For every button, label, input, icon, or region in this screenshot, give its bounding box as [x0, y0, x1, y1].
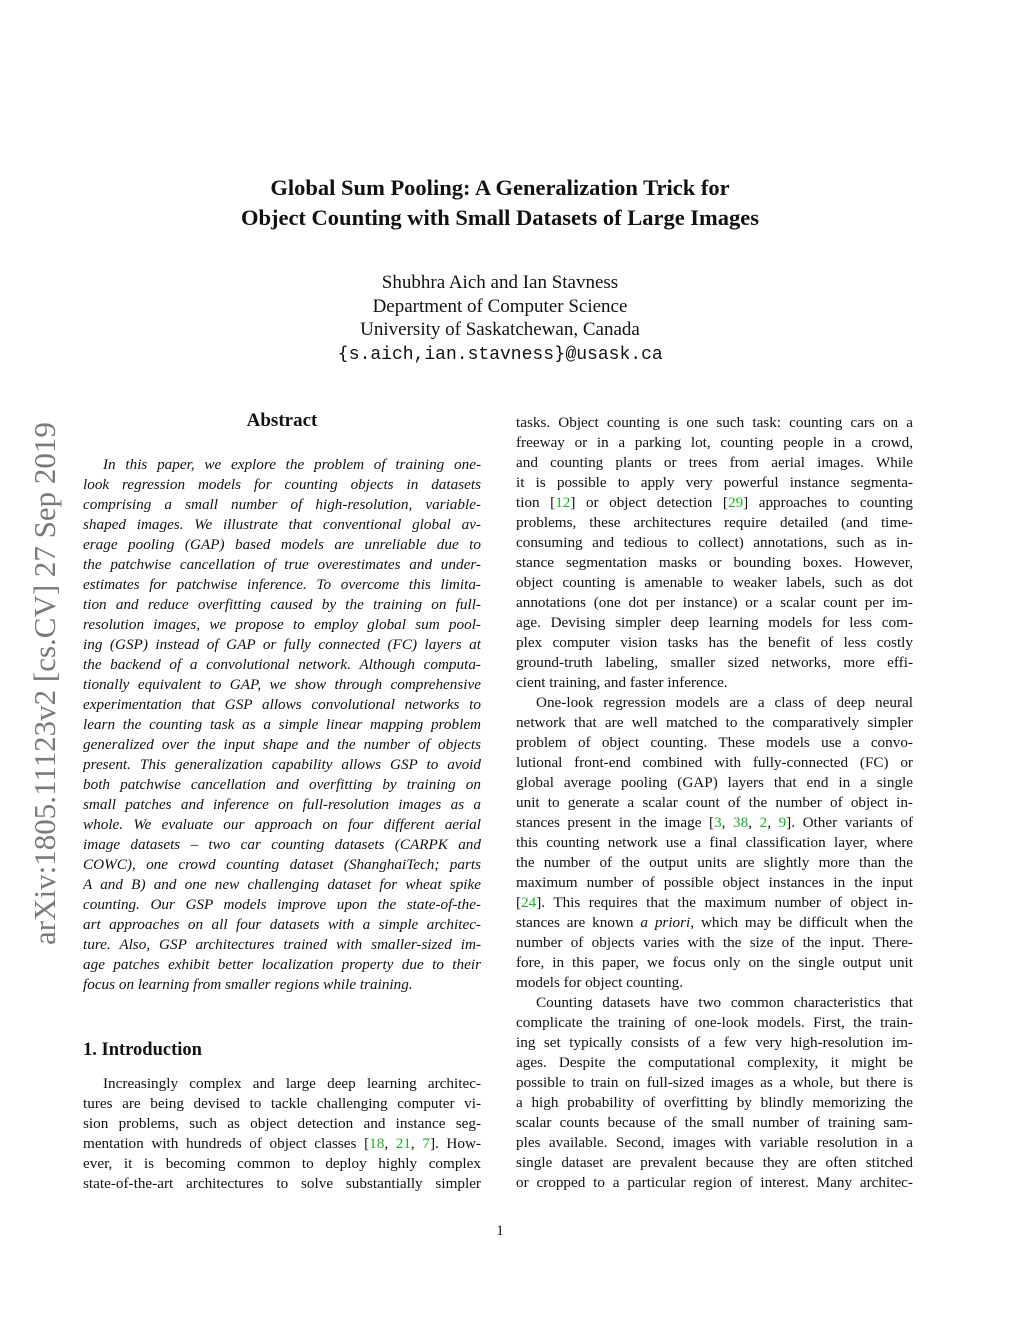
citation-link[interactable]: 29: [727, 494, 744, 511]
body-line: possible to train on full-sized images as a whole, but there is: [516, 1074, 913, 1091]
email-brace-open: {: [337, 342, 349, 364]
abstract-line: both patchwise cancellation and overfitting by training on: [83, 776, 481, 793]
email-brace-close: }: [554, 342, 566, 364]
abstract-line: In this paper, we explore the problem of training one-: [103, 456, 481, 473]
citation-link[interactable]: 9: [778, 814, 787, 831]
intro-text: ,: [384, 1135, 396, 1152]
abstract-line: learn the counting task as a simple linear mapping problem: [83, 716, 481, 733]
body-line: consuming and tedious to collect) annotations, such as in-: [516, 534, 913, 551]
intro-line: tures are being devised to tackle challenging computer vi-: [83, 1095, 481, 1112]
body-text: tion [: [516, 494, 556, 511]
body-line: stance segmentation masks or bounding boxes. However,: [516, 554, 913, 571]
author-university: University of Saskatchewan, Canada: [360, 319, 640, 340]
body-text: [: [516, 894, 522, 911]
intro-line: state-of-the-art architectures to solve substantially simpler: [83, 1175, 481, 1192]
body-line: unit to generate a scalar count of the number of object in-: [516, 794, 913, 811]
author-email[interactable]: [200, 342, 800, 368]
abstract-line: estimates for patchwise inference. To overcome this limita-: [83, 576, 481, 593]
abstract-line: resolution images, we propose to employ global sum pool-: [83, 616, 481, 633]
citation-link[interactable]: 3: [714, 814, 722, 831]
body-line: network that are well matched to the comparatively simpler: [516, 714, 913, 731]
intro-text: ]. How-: [429, 1135, 481, 1152]
intro-text: ,: [410, 1135, 423, 1152]
body-line: problem of object counting. These models use a convo-: [516, 734, 913, 751]
page-number: 1: [496, 1223, 504, 1239]
paper-title: [100, 173, 900, 233]
body-text: ] or object detection [: [570, 494, 728, 511]
body-line: lutional front-end combined with fully-connected (FC) or: [516, 754, 913, 771]
abstract-line: tionally equivalent to GAP, we show through comprehensive: [83, 676, 481, 693]
abstract-body: [83, 455, 481, 995]
body-text: ]. Other variants of: [786, 814, 913, 831]
abstract-line: comprising a small number of high-resolution, variable-: [83, 496, 481, 513]
body-line: the number of the output units are slightly more than the: [516, 854, 913, 871]
body-line: or cropped to a particular region of interest. Many architec-: [516, 1174, 913, 1191]
abstract-line: generalized over the input shape and the number of objects: [83, 736, 481, 753]
abstract-line: the backend of a convolutional network. Although computa-: [83, 656, 481, 673]
abstract-line: present. This generalization capability allows GSP to avoid: [83, 756, 481, 773]
body-line: and counting plants or trees from aerial images. While: [516, 454, 913, 471]
body-line: tasks. Object counting is one such task: counting cars on a: [516, 414, 913, 431]
intro-line: Increasingly complex and large deep learning architec-: [103, 1075, 481, 1092]
body-line: ground-truth labeling, smaller sized networks, more effi-: [516, 654, 913, 671]
body-line: ages. Despite the computational complexity, it might be: [516, 1054, 913, 1071]
body-text: stances are known: [516, 914, 641, 931]
body-line: object counting is amenable to weaker labels, such as dot: [516, 574, 913, 591]
body-line: global average pooling (GAP) layers that end in a single: [516, 774, 913, 791]
author-names: Shubhra Aich and Ian Stavness: [381, 272, 619, 293]
intro-line: ever, it is becoming common to deploy highly complex: [83, 1155, 481, 1172]
body-text: ,: [767, 814, 779, 831]
abstract-line: look regression models for counting objects in datasets: [83, 476, 481, 493]
body-line: a high probability of overfitting by blindly memorizing the: [516, 1094, 913, 1111]
citation-link[interactable]: 21: [395, 1135, 411, 1152]
email-domain: @usask.ca: [565, 344, 663, 365]
body-line: maximum number of possible object instances in the input: [516, 874, 913, 891]
title-line-1: Global Sum Pooling: A Generalization Trick for: [270, 175, 730, 200]
intro-text: mentation with hundreds of object classes [: [83, 1135, 370, 1152]
abstract-line: art approaches on all four datasets with a simple architec-: [83, 916, 481, 933]
abstract-heading: Abstract: [246, 410, 318, 431]
abstract-line: small patches and inference on full-resolution images as a: [83, 796, 481, 813]
body-line: ples available. Second, images with variable resolution in a: [516, 1134, 913, 1151]
body-line: plex computer vision tasks has the benefit of less costly: [516, 634, 913, 651]
body-text-italic: a priori: [640, 914, 691, 931]
citation-link[interactable]: 24: [521, 894, 537, 911]
body-text: ] approaches to counting: [743, 494, 913, 511]
citation-link[interactable]: 2: [759, 814, 768, 831]
author-block: [200, 271, 800, 367]
body-line: [516, 493, 913, 513]
body-text: ,: [721, 814, 734, 831]
body-line: ing set typically consists of a few very high-resolution im-: [516, 1034, 913, 1051]
intro-line: [83, 1134, 481, 1154]
body-line: Counting datasets have two common characteristics that: [536, 994, 913, 1011]
body-line: annotations (one dot per instance) or a scalar count per im-: [516, 594, 913, 611]
abstract-line: the patchwise cancellation of true overestimates and under-: [83, 556, 481, 573]
introduction-body: [83, 1074, 481, 1194]
body-line: scalar counts because of the small number of training sam-: [516, 1114, 913, 1131]
body-line: cient training, and faster inference.: [516, 674, 728, 691]
body-line: number of objects varies with the size of the input. There-: [516, 934, 913, 951]
body-line: age. Devising simpler deep learning models for less com-: [516, 614, 913, 631]
body-line: complicate the training of one-look models. First, the train-: [516, 1014, 913, 1031]
abstract-line: shaped images. We illustrate that conventional global av-: [83, 516, 481, 533]
introduction-heading: 1. Introduction: [83, 1040, 202, 1060]
body-line: [516, 893, 913, 913]
body-line: [516, 813, 913, 833]
body-text: , which may be difficult when the: [690, 914, 913, 931]
body-line: single dataset are prevalent because they are often stitched: [516, 1154, 913, 1171]
body-line: problems, these architectures require detailed (and time-: [516, 514, 913, 531]
body-line: this counting network use a final classification layer, where: [516, 834, 913, 851]
email-users: s.aich,ian.stavness: [348, 344, 554, 365]
abstract-line: counting. Our GSP models improve upon the state-of-the-: [83, 896, 481, 913]
body-line: One-look regression models are a class of deep neural: [536, 694, 913, 711]
body-line: fore, in this paper, we focus only on the single output unit: [516, 954, 913, 971]
citation-link[interactable]: 12: [555, 494, 571, 511]
intro-line: sion problems, such as object detection and instance seg-: [83, 1115, 481, 1132]
abstract-line: experimentation that GSP allows convolutional networks to: [83, 696, 481, 713]
body-line: models for object counting.: [516, 974, 684, 991]
abstract-line: focus on learning from smaller regions while training.: [83, 976, 413, 993]
body-text: stances present in the image [: [516, 814, 715, 831]
abstract-line: ture. Also, GSP architectures trained with smaller-sized im-: [83, 936, 481, 953]
citation-link[interactable]: 18: [369, 1135, 385, 1152]
author-department: Department of Computer Science: [372, 295, 628, 317]
abstract-line: A and B) and one new challenging dataset for wheat spike: [83, 876, 481, 893]
body-line: freeway or in a parking lot, counting people in a crowd,: [516, 434, 913, 451]
right-column: [516, 413, 913, 1193]
abstract-line: image datasets – two car counting datasets (CARPK and: [83, 836, 481, 853]
abstract-line: age patches exhibit better localization property due to their: [83, 956, 481, 973]
citation-link[interactable]: 38: [733, 814, 749, 831]
abstract-line: ing (GSP) instead of GAP or fully connected (FC) layers at: [83, 636, 481, 653]
abstract-line: erage pooling (GAP) based models are unreliable due to: [83, 536, 481, 553]
body-line: [516, 913, 913, 933]
abstract-line: COWC), one crowd counting dataset (ShanghaiTech; parts: [83, 856, 481, 873]
abstract-line: whole. We evaluate our approach on four different aerial: [83, 816, 481, 833]
abstract-line: tion and reduce overfitting caused by the training on full-: [83, 596, 481, 613]
citation-link[interactable]: 7: [422, 1135, 430, 1152]
body-text: ,: [748, 814, 760, 831]
title-line-2: Object Counting with Small Datasets of Large Images: [240, 205, 760, 230]
body-line: it is possible to apply very powerful instance segmenta-: [516, 474, 913, 491]
arxiv-stamp: arXiv:1805.11123v2 [cs.CV] 27 Sep 2019: [27, 422, 62, 945]
body-text: ]. This requires that the maximum number of object in-: [536, 894, 913, 911]
